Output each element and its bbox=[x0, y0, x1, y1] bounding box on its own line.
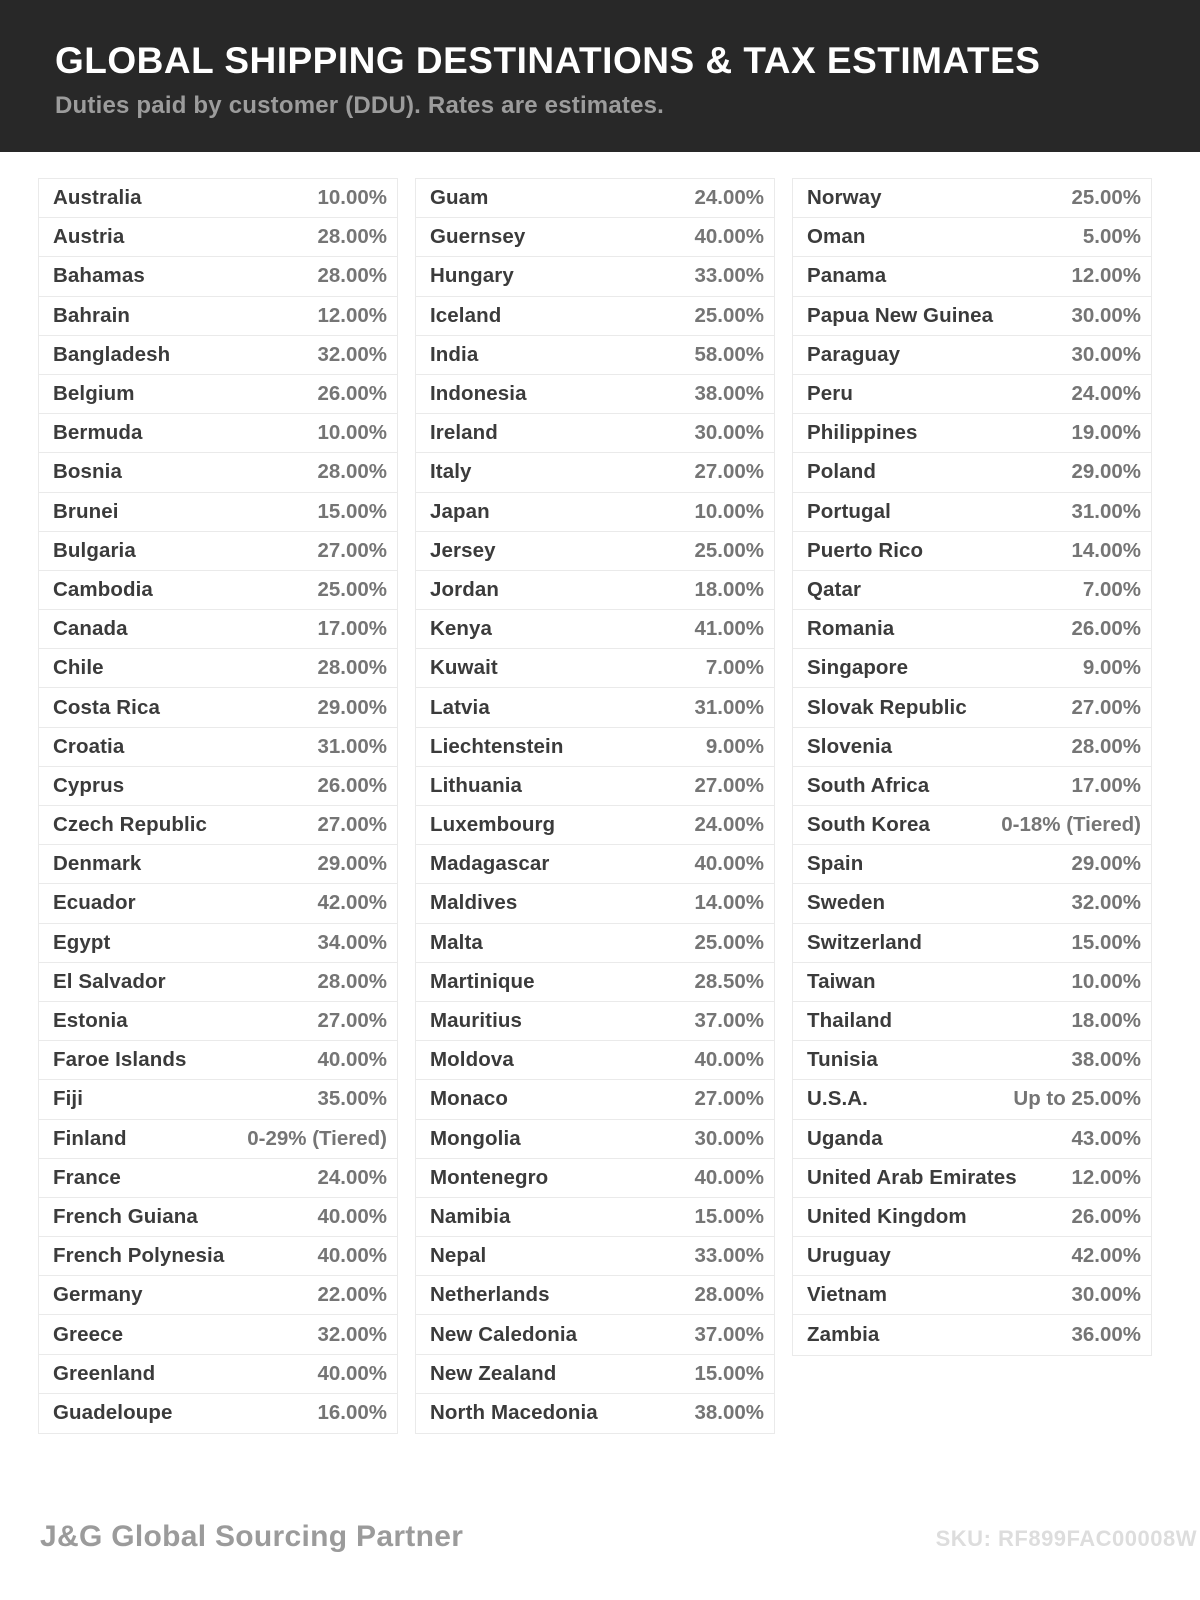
table-row bbox=[39, 1355, 397, 1394]
tax-table bbox=[38, 178, 1152, 1434]
table-row bbox=[793, 453, 1151, 492]
table-row bbox=[39, 767, 397, 806]
tax-rate: 28.00% bbox=[317, 460, 387, 484]
table-row bbox=[416, 1276, 774, 1315]
table-row bbox=[793, 1120, 1151, 1159]
table-row bbox=[416, 1080, 774, 1119]
tax-rate: 43.00% bbox=[1071, 1126, 1141, 1150]
country-name: Montenegro bbox=[430, 1165, 549, 1189]
table-row bbox=[39, 453, 397, 492]
table-row bbox=[39, 884, 397, 923]
tax-rate: 10.00% bbox=[317, 421, 387, 445]
country-name: Puerto Rico bbox=[807, 538, 924, 562]
country-name: Poland bbox=[807, 460, 876, 484]
tax-rate: 32.00% bbox=[317, 1322, 387, 1346]
table-row bbox=[39, 493, 397, 532]
table-row bbox=[793, 375, 1151, 414]
table-row bbox=[39, 1315, 397, 1354]
tax-rate: 33.00% bbox=[694, 1244, 764, 1268]
country-name: Thailand bbox=[807, 1009, 893, 1033]
country-name: Denmark bbox=[53, 852, 142, 876]
country-name: Vietnam bbox=[807, 1283, 888, 1307]
table-row bbox=[39, 688, 397, 727]
country-name: Chile bbox=[53, 656, 104, 680]
table-row bbox=[39, 375, 397, 414]
country-name: Nepal bbox=[430, 1244, 487, 1268]
table-row bbox=[793, 728, 1151, 767]
table-row bbox=[416, 963, 774, 1002]
table-row bbox=[416, 1002, 774, 1041]
tax-rate: 26.00% bbox=[317, 773, 387, 797]
table-row bbox=[793, 532, 1151, 571]
tax-rate: 24.00% bbox=[694, 186, 764, 210]
country-name: Switzerland bbox=[807, 930, 923, 954]
tax-rate: 31.00% bbox=[317, 734, 387, 758]
country-name: Canada bbox=[53, 617, 128, 641]
tax-rate: 26.00% bbox=[317, 382, 387, 406]
table-row bbox=[39, 1120, 397, 1159]
table-row bbox=[416, 1120, 774, 1159]
tax-rate: 33.00% bbox=[694, 264, 764, 288]
table-row bbox=[39, 179, 397, 218]
tax-rate: 27.00% bbox=[694, 1087, 764, 1111]
table-row bbox=[793, 179, 1151, 218]
table-row bbox=[39, 1394, 397, 1433]
country-name: Cyprus bbox=[53, 773, 125, 797]
table-row bbox=[793, 767, 1151, 806]
page-header bbox=[0, 0, 1200, 152]
country-name: Paraguay bbox=[807, 342, 901, 366]
country-name: United Arab Emirates bbox=[807, 1165, 1017, 1189]
country-name: Oman bbox=[807, 225, 866, 249]
country-name: United Kingdom bbox=[807, 1204, 967, 1228]
country-name: South Korea bbox=[807, 813, 930, 837]
table-row bbox=[416, 297, 774, 336]
table-row bbox=[416, 884, 774, 923]
country-name: Ireland bbox=[430, 421, 498, 445]
tax-rate: 9.00% bbox=[1082, 656, 1141, 680]
table-row bbox=[793, 414, 1151, 453]
tax-rate: 24.00% bbox=[1071, 382, 1141, 406]
table-row bbox=[793, 257, 1151, 296]
country-name: Jersey bbox=[430, 538, 496, 562]
tax-rate: 18.00% bbox=[694, 577, 764, 601]
tax-table-column-1 bbox=[38, 178, 398, 1434]
table-row bbox=[39, 1041, 397, 1080]
table-row bbox=[793, 1002, 1151, 1041]
page-footer bbox=[40, 1520, 1197, 1554]
tax-rate: 40.00% bbox=[694, 1165, 764, 1189]
tax-rate: 7.00% bbox=[1082, 577, 1141, 601]
tax-rate: 24.00% bbox=[694, 813, 764, 837]
tax-rate: 25.00% bbox=[694, 930, 764, 954]
table-row bbox=[416, 728, 774, 767]
tax-rate: 37.00% bbox=[694, 1322, 764, 1346]
table-row bbox=[416, 1315, 774, 1354]
tax-rate: 15.00% bbox=[1071, 930, 1141, 954]
tax-rate: 30.00% bbox=[1071, 342, 1141, 366]
country-name: Japan bbox=[430, 499, 490, 523]
country-name: Madagascar bbox=[430, 852, 550, 876]
country-name: Hungary bbox=[430, 264, 514, 288]
country-name: Greenland bbox=[53, 1361, 156, 1385]
table-row bbox=[416, 375, 774, 414]
table-row bbox=[793, 493, 1151, 532]
country-name: Tunisia bbox=[807, 1048, 878, 1072]
table-row bbox=[416, 453, 774, 492]
country-name: Belgium bbox=[53, 382, 135, 406]
table-row bbox=[416, 845, 774, 884]
table-row bbox=[793, 1080, 1151, 1119]
country-name: Romania bbox=[807, 617, 895, 641]
table-row bbox=[416, 1159, 774, 1198]
table-row bbox=[793, 1159, 1151, 1198]
country-name: Monaco bbox=[430, 1087, 509, 1111]
table-row bbox=[416, 257, 774, 296]
tax-rate: 15.00% bbox=[317, 499, 387, 523]
tax-rate: 29.00% bbox=[317, 695, 387, 719]
tax-rate: 27.00% bbox=[694, 773, 764, 797]
country-name: Mauritius bbox=[430, 1009, 523, 1033]
table-row bbox=[416, 1041, 774, 1080]
tax-rate: 28.00% bbox=[1071, 734, 1141, 758]
country-name: Singapore bbox=[807, 656, 909, 680]
tax-rate: 27.00% bbox=[317, 813, 387, 837]
country-name: Kuwait bbox=[430, 656, 498, 680]
tax-rate: 14.00% bbox=[1071, 538, 1141, 562]
country-name: Iceland bbox=[430, 303, 502, 327]
country-name: Lithuania bbox=[430, 773, 523, 797]
tax-rate: 30.00% bbox=[1071, 303, 1141, 327]
country-name: New Zealand bbox=[430, 1361, 557, 1385]
table-row bbox=[416, 414, 774, 453]
tax-rate: 30.00% bbox=[694, 421, 764, 445]
country-name: Guam bbox=[430, 186, 489, 210]
country-name: Panama bbox=[807, 264, 887, 288]
country-name: Zambia bbox=[807, 1323, 880, 1347]
country-name: Ecuador bbox=[53, 891, 136, 915]
tax-rate: 32.00% bbox=[317, 342, 387, 366]
country-name: Egypt bbox=[53, 930, 111, 954]
country-name: Maldives bbox=[430, 891, 518, 915]
tax-rate: 28.00% bbox=[317, 264, 387, 288]
tax-rate: 40.00% bbox=[317, 1048, 387, 1072]
tax-rate: 10.00% bbox=[317, 186, 387, 210]
tax-rate: Up to 25.00% bbox=[1013, 1087, 1141, 1111]
country-name: Peru bbox=[807, 382, 853, 406]
table-row bbox=[793, 1237, 1151, 1276]
table-row bbox=[793, 806, 1151, 845]
tax-rate: 27.00% bbox=[1071, 695, 1141, 719]
sku-label: SKU: RF899FAC00008W bbox=[935, 1526, 1197, 1551]
table-row bbox=[39, 610, 397, 649]
tax-rate: 12.00% bbox=[1071, 264, 1141, 288]
table-row bbox=[793, 924, 1151, 963]
tax-rate: 12.00% bbox=[317, 303, 387, 327]
tax-rate: 14.00% bbox=[694, 891, 764, 915]
tax-rate: 25.00% bbox=[317, 577, 387, 601]
table-row bbox=[416, 1237, 774, 1276]
tax-rate: 19.00% bbox=[1071, 421, 1141, 445]
tax-rate: 40.00% bbox=[317, 1204, 387, 1228]
country-name: Austria bbox=[53, 225, 125, 249]
country-name: Kenya bbox=[430, 617, 493, 641]
page-subtitle: Duties paid by customer (DDU). Rates are estimates. bbox=[55, 92, 665, 119]
tax-rate: 10.00% bbox=[694, 499, 764, 523]
country-name: Bahamas bbox=[53, 264, 145, 288]
tax-rate: 32.00% bbox=[1071, 891, 1141, 915]
tax-rate: 26.00% bbox=[1071, 617, 1141, 641]
table-row bbox=[39, 414, 397, 453]
country-name: Bulgaria bbox=[53, 538, 136, 562]
table-row bbox=[416, 179, 774, 218]
tax-rate: 15.00% bbox=[694, 1361, 764, 1385]
country-name: Bermuda bbox=[53, 421, 143, 445]
tax-rate: 35.00% bbox=[317, 1087, 387, 1111]
country-name: Namibia bbox=[430, 1204, 511, 1228]
tax-rate: 28.00% bbox=[317, 225, 387, 249]
table-row bbox=[416, 571, 774, 610]
table-row bbox=[793, 610, 1151, 649]
tax-rate: 30.00% bbox=[694, 1126, 764, 1150]
tax-rate: 10.00% bbox=[1071, 969, 1141, 993]
tax-rate: 25.00% bbox=[694, 538, 764, 562]
country-name: Qatar bbox=[807, 577, 862, 601]
country-name: Italy bbox=[430, 460, 472, 484]
country-name: Norway bbox=[807, 186, 882, 210]
tax-rate: 27.00% bbox=[317, 538, 387, 562]
table-row bbox=[793, 1198, 1151, 1237]
country-name: Philippines bbox=[807, 421, 918, 445]
country-name: U.S.A. bbox=[807, 1087, 868, 1111]
table-row bbox=[416, 493, 774, 532]
country-name: Greece bbox=[53, 1322, 124, 1346]
country-name: El Salvador bbox=[53, 969, 166, 993]
country-name: Latvia bbox=[430, 695, 490, 719]
table-row bbox=[39, 571, 397, 610]
tax-rate: 27.00% bbox=[317, 1009, 387, 1033]
tax-rate: 16.00% bbox=[317, 1401, 387, 1425]
tax-rate: 15.00% bbox=[694, 1204, 764, 1228]
brand-name: J&G Global Sourcing Partner bbox=[40, 1520, 464, 1553]
table-row bbox=[39, 1276, 397, 1315]
country-name: Martinique bbox=[430, 969, 535, 993]
table-row bbox=[39, 1198, 397, 1237]
table-row bbox=[793, 884, 1151, 923]
table-row bbox=[39, 1080, 397, 1119]
tax-rate: 38.00% bbox=[694, 382, 764, 406]
table-row bbox=[416, 924, 774, 963]
table-row bbox=[39, 532, 397, 571]
country-name: Slovenia bbox=[807, 734, 893, 758]
table-row bbox=[416, 649, 774, 688]
table-row bbox=[416, 532, 774, 571]
table-row bbox=[39, 728, 397, 767]
country-name: Mongolia bbox=[430, 1126, 521, 1150]
table-row bbox=[793, 963, 1151, 1002]
table-row bbox=[39, 1237, 397, 1276]
tax-rate: 0-29% (Tiered) bbox=[247, 1126, 387, 1150]
table-row bbox=[793, 571, 1151, 610]
country-name: Finland bbox=[53, 1126, 127, 1150]
tax-table-column-3 bbox=[792, 178, 1152, 1356]
tax-rate: 38.00% bbox=[1071, 1048, 1141, 1072]
table-row bbox=[416, 610, 774, 649]
country-name: Guernsey bbox=[430, 225, 526, 249]
table-row bbox=[39, 297, 397, 336]
country-name: Papua New Guinea bbox=[807, 303, 994, 327]
country-name: South Africa bbox=[807, 773, 930, 797]
country-name: Guadeloupe bbox=[53, 1401, 173, 1425]
table-row bbox=[793, 649, 1151, 688]
country-name: Bahrain bbox=[53, 303, 131, 327]
table-row bbox=[39, 845, 397, 884]
tax-rate: 26.00% bbox=[1071, 1204, 1141, 1228]
tax-rate: 29.00% bbox=[1071, 852, 1141, 876]
table-row bbox=[39, 963, 397, 1002]
country-name: Jordan bbox=[430, 577, 499, 601]
tax-rate: 38.00% bbox=[694, 1401, 764, 1425]
country-name: Cambodia bbox=[53, 577, 153, 601]
table-row bbox=[39, 218, 397, 257]
table-row bbox=[416, 218, 774, 257]
table-row bbox=[416, 767, 774, 806]
country-name: Portugal bbox=[807, 499, 891, 523]
tax-rate: 31.00% bbox=[694, 695, 764, 719]
tax-rate: 34.00% bbox=[317, 930, 387, 954]
tax-rate: 28.00% bbox=[317, 969, 387, 993]
tax-rate: 40.00% bbox=[694, 852, 764, 876]
table-row bbox=[39, 806, 397, 845]
table-row bbox=[39, 1159, 397, 1198]
tax-rate: 40.00% bbox=[317, 1361, 387, 1385]
country-name: India bbox=[430, 342, 479, 366]
tax-rate: 25.00% bbox=[1071, 186, 1141, 210]
tax-table-column-2 bbox=[415, 178, 775, 1434]
country-name: Australia bbox=[53, 186, 142, 210]
page-title: GLOBAL SHIPPING DESTINATIONS & TAX ESTIMATES bbox=[55, 40, 1041, 81]
tax-rate: 30.00% bbox=[1071, 1283, 1141, 1307]
table-row bbox=[793, 336, 1151, 375]
table-row bbox=[39, 1002, 397, 1041]
tax-rate: 12.00% bbox=[1071, 1165, 1141, 1189]
table-row bbox=[39, 649, 397, 688]
tax-rate: 27.00% bbox=[694, 460, 764, 484]
tax-rate: 18.00% bbox=[1071, 1009, 1141, 1033]
tax-rate: 42.00% bbox=[1071, 1244, 1141, 1268]
tax-rate: 41.00% bbox=[694, 617, 764, 641]
table-row bbox=[39, 924, 397, 963]
country-name: Sweden bbox=[807, 891, 886, 915]
country-name: Costa Rica bbox=[53, 695, 160, 719]
tax-rate: 40.00% bbox=[317, 1244, 387, 1268]
table-row bbox=[416, 336, 774, 375]
country-name: French Guiana bbox=[53, 1204, 198, 1228]
country-name: French Polynesia bbox=[53, 1244, 225, 1268]
tax-rate: 28.00% bbox=[694, 1283, 764, 1307]
tax-rate: 40.00% bbox=[694, 1048, 764, 1072]
country-name: Croatia bbox=[53, 734, 125, 758]
table-row bbox=[793, 845, 1151, 884]
country-name: Fiji bbox=[53, 1087, 84, 1111]
table-row bbox=[793, 1276, 1151, 1315]
table-row bbox=[416, 1355, 774, 1394]
table-row bbox=[793, 297, 1151, 336]
country-name: Moldova bbox=[430, 1048, 514, 1072]
country-name: Uruguay bbox=[807, 1244, 891, 1268]
country-name: Liechtenstein bbox=[430, 734, 564, 758]
country-name: Spain bbox=[807, 852, 864, 876]
country-name: Luxembourg bbox=[430, 813, 556, 837]
tax-rate: 29.00% bbox=[1071, 460, 1141, 484]
country-name: Malta bbox=[430, 930, 483, 954]
country-name: New Caledonia bbox=[430, 1322, 578, 1346]
tax-rate: 5.00% bbox=[1082, 225, 1141, 249]
tax-rate: 58.00% bbox=[694, 342, 764, 366]
table-row bbox=[416, 688, 774, 727]
country-name: Brunei bbox=[53, 499, 119, 523]
country-name: Indonesia bbox=[430, 382, 527, 406]
tax-rate: 28.00% bbox=[317, 656, 387, 680]
tax-rate: 25.00% bbox=[694, 303, 764, 327]
table-row bbox=[416, 806, 774, 845]
tax-rate: 36.00% bbox=[1071, 1323, 1141, 1347]
table-row bbox=[793, 688, 1151, 727]
country-name: North Macedonia bbox=[430, 1401, 598, 1425]
tax-rate: 22.00% bbox=[317, 1283, 387, 1307]
tax-rate: 0-18% (Tiered) bbox=[1001, 813, 1141, 837]
tax-rate: 7.00% bbox=[705, 656, 764, 680]
tax-rate: 31.00% bbox=[1071, 499, 1141, 523]
table-row bbox=[39, 257, 397, 296]
country-name: Netherlands bbox=[430, 1283, 550, 1307]
table-row bbox=[416, 1198, 774, 1237]
tax-rate: 17.00% bbox=[317, 617, 387, 641]
country-name: Uganda bbox=[807, 1126, 883, 1150]
country-name: France bbox=[53, 1165, 121, 1189]
tax-rate: 9.00% bbox=[705, 734, 764, 758]
country-name: Estonia bbox=[53, 1009, 128, 1033]
table-row bbox=[416, 1394, 774, 1433]
table-row bbox=[793, 1041, 1151, 1080]
table-row bbox=[39, 336, 397, 375]
tax-rate: 42.00% bbox=[317, 891, 387, 915]
country-name: Faroe Islands bbox=[53, 1048, 187, 1072]
tax-rate: 24.00% bbox=[317, 1165, 387, 1189]
tax-rate: 28.50% bbox=[694, 969, 764, 993]
country-name: Slovak Republic bbox=[807, 695, 967, 719]
tax-rate: 29.00% bbox=[317, 852, 387, 876]
country-name: Taiwan bbox=[807, 969, 876, 993]
tax-rate: 40.00% bbox=[694, 225, 764, 249]
tax-rate: 37.00% bbox=[694, 1009, 764, 1033]
table-row bbox=[793, 1315, 1151, 1354]
country-name: Germany bbox=[53, 1283, 143, 1307]
table-row bbox=[793, 218, 1151, 257]
tax-rate: 17.00% bbox=[1071, 773, 1141, 797]
country-name: Czech Republic bbox=[53, 813, 208, 837]
country-name: Bosnia bbox=[53, 460, 122, 484]
country-name: Bangladesh bbox=[53, 342, 171, 366]
